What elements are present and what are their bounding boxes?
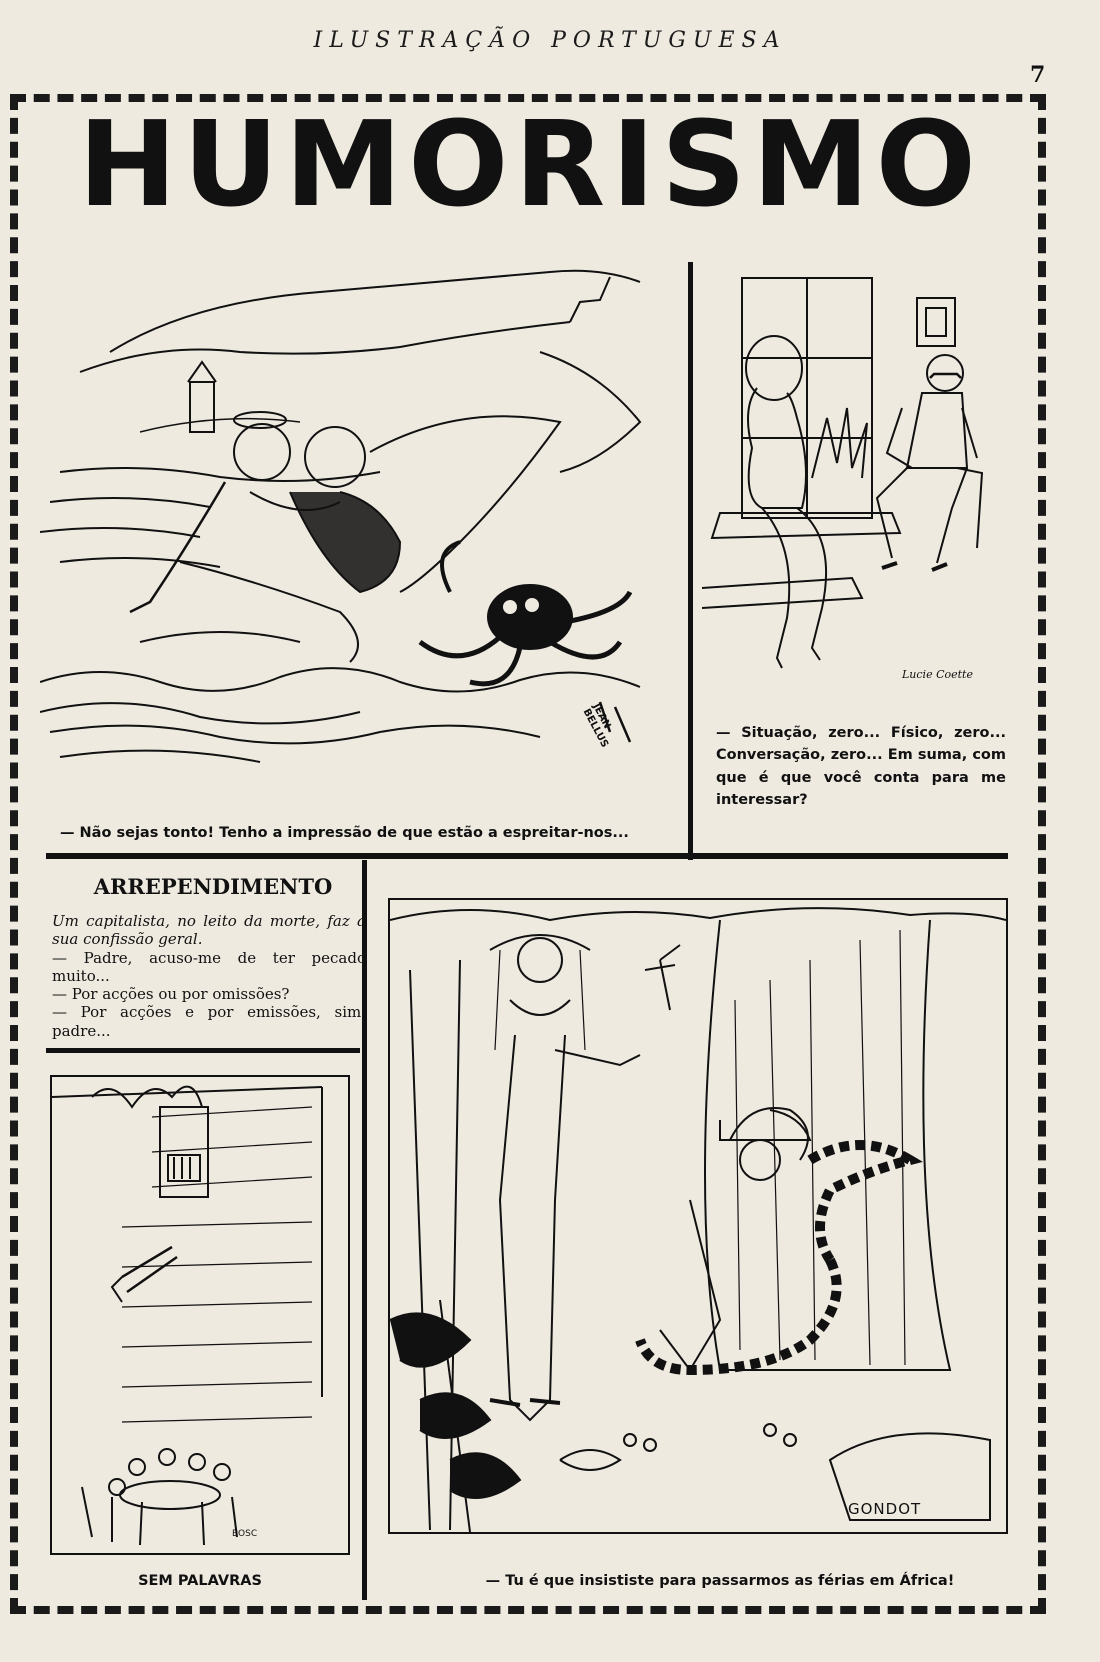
page-title: HUMORISMO [78, 95, 982, 233]
story-line-3: — Por acções e por emissões, sim, padre... [52, 1003, 366, 1040]
story-line-2: — Por acções ou por omissões? [52, 985, 290, 1004]
page-number: 7 [1030, 62, 1046, 88]
story-body [52, 912, 366, 1040]
story-title: ARREPENDIMENTO [93, 874, 333, 899]
office-signature: Lucie Coette [902, 668, 973, 681]
caption-office: — Situação, zero... Físico, zero... Conversação, zero... Em suma, com que é que você conta para me interessar? [716, 725, 1006, 809]
divider-horizontal-left [46, 1048, 360, 1053]
caption-window: SEM PALAVRAS [138, 1573, 262, 1589]
divider-vertical-top [688, 262, 693, 860]
running-head: ILUSTRAÇÃO PORTUGUESA [313, 28, 787, 53]
story-line-1: — Padre, acuso-me de ter pecado muito... [52, 948, 366, 985]
caption-jungle: — Tu é que insististe para passarmos as férias em África! [485, 1573, 955, 1589]
jungle-signature: GONDOT [848, 1500, 922, 1518]
divider-horizontal-mid [46, 853, 1008, 859]
cartoon-office [702, 268, 1002, 708]
cartoon-window [50, 1075, 350, 1555]
beach-signature: JEAN BELLUS [580, 702, 613, 750]
window-signature: BOSC [232, 1529, 258, 1539]
caption-beach: — Não sejas tonto! Tenho a impressão de que estão a espreitar-nos... [60, 825, 629, 841]
cartoon-beach [40, 262, 680, 802]
story-intro: Um capitalista, no leito da morte, faz a sua confissão geral. [52, 912, 366, 949]
cartoon-jungle [388, 898, 1008, 1534]
